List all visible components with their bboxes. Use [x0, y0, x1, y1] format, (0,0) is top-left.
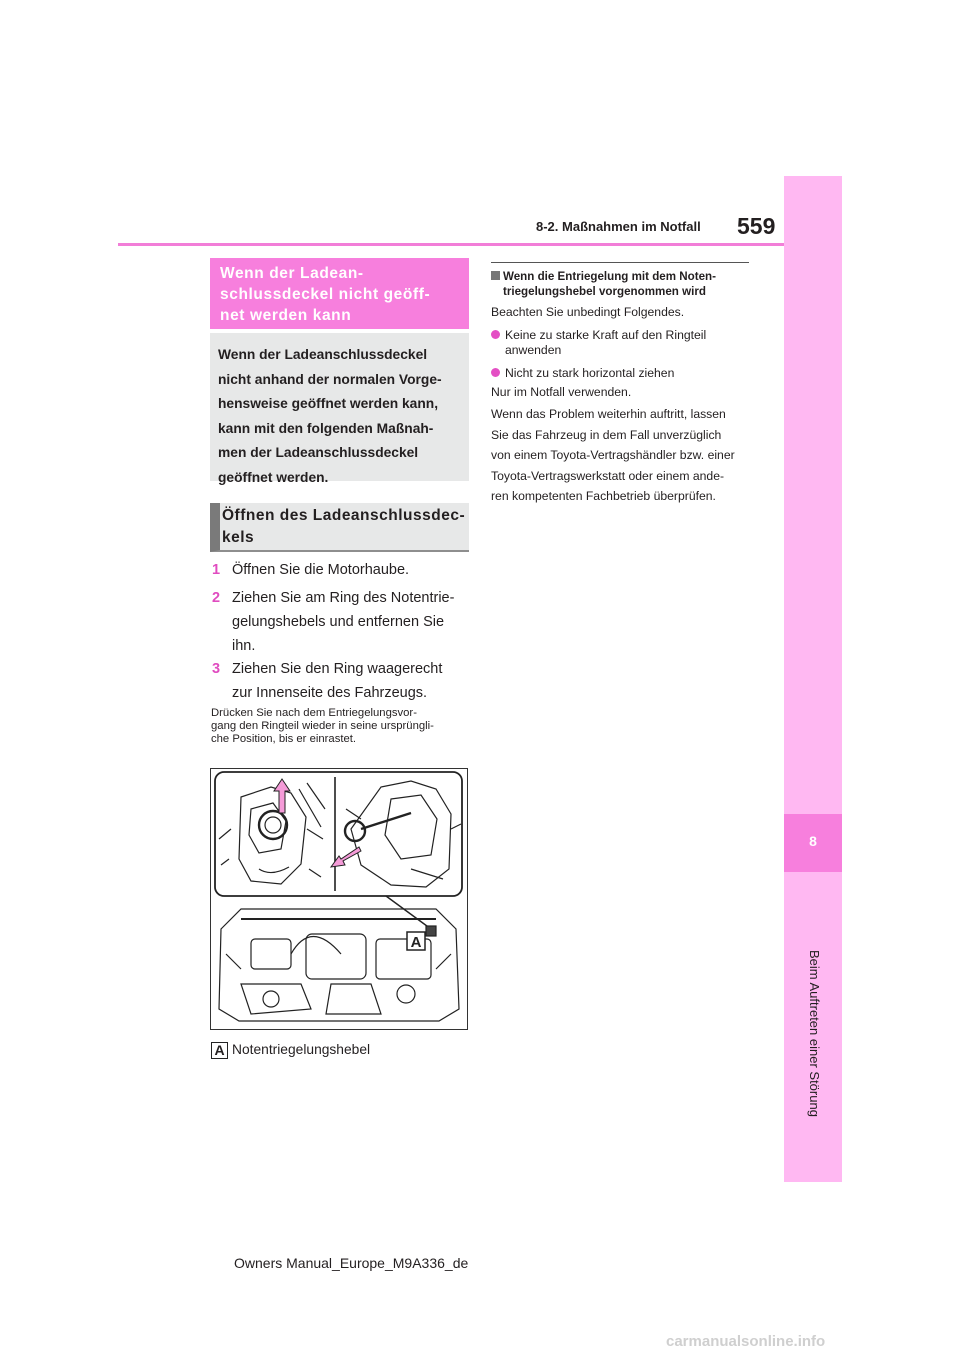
intro-line: kann mit den folgenden Maßnah-: [218, 420, 434, 436]
section-heading: [220, 263, 470, 326]
intro-line: nicht anhand der normalen Vorge-: [218, 371, 442, 387]
step-2: [211, 586, 471, 658]
watermark: carmanualsonline.info: [666, 1333, 826, 1350]
square-bullet-icon: [491, 271, 500, 280]
step-1: [211, 558, 471, 582]
after-bullet-text: Nur im Notfall verwenden.: [491, 385, 632, 399]
chapter-number: 8: [809, 833, 817, 849]
heading-line: net werden kann: [220, 307, 352, 324]
chapter-title: Beim Auftreten einer Störung: [807, 950, 822, 1117]
subheading-line: Öffnen des Ladeanschlussdec-: [222, 507, 466, 524]
header-rule: [118, 243, 784, 246]
notice-title-line: Wenn die Entriegelung mit dem Noten-: [503, 270, 716, 283]
notice-title: [491, 270, 753, 299]
paragraph-line: von einem Toyota-Vertragshändler bzw. einer: [491, 448, 735, 462]
step-number: 2: [212, 590, 221, 606]
subheading: [222, 505, 467, 549]
step-line: Ziehen Sie den Ring waagerecht: [232, 661, 443, 677]
engine-bay-drawing: [211, 769, 466, 1028]
bullet-line: anwenden: [505, 343, 562, 357]
note-line: gang den Ringteil wieder in seine ursprüngli-: [211, 720, 434, 733]
section-label: 8-2. Maßnahmen im Notfall: [536, 219, 701, 234]
engine-bay-illustration: [210, 768, 468, 1030]
notice-intro: Beachten Sie unbedingt Folgendes.: [491, 305, 685, 319]
notice-title-line: triegelungshebel vorgenommen wird: [503, 284, 706, 298]
step-line: gelungshebels und entfernen Sie: [232, 614, 445, 630]
note-line: Drücken Sie nach dem Entriegelungsvor-: [211, 707, 417, 719]
chapter-title-container: [806, 950, 822, 1117]
paragraph-line: Wenn das Problem weiterhin auftritt, lassen: [491, 407, 726, 421]
heading-line: Wenn der Ladean-: [220, 265, 364, 282]
intro-line: Wenn der Ladeanschlussdeckel: [218, 347, 428, 362]
step-line: Ziehen Sie am Ring des Notentrie-: [232, 590, 455, 606]
bullet-dot-icon: [491, 330, 500, 339]
step-3: [211, 657, 471, 705]
step-number: 1: [212, 562, 221, 578]
step-note: [211, 707, 471, 747]
intro-line: men der Ladeanschlussdeckel: [218, 445, 419, 461]
notice-paragraph: [491, 404, 753, 507]
heading-line: schlussdeckel nicht geöff-: [220, 286, 431, 303]
bullet-item: [491, 366, 753, 381]
caption-text: Notentriegelungshebel: [232, 1042, 371, 1057]
intro-line: hensweise geöffnet werden kann,: [218, 396, 439, 412]
bullet-line: Nicht zu stark horizontal ziehen: [505, 366, 675, 380]
step-line: zur Innenseite des Fahrzeugs.: [232, 685, 428, 701]
note-line: che Position, bis er einrastet.: [211, 733, 357, 746]
bullet-line: Keine zu starke Kraft auf den Ringteil: [505, 328, 707, 342]
paragraph-line: Toyota-Vertragswerkstatt oder einem ande-: [491, 468, 725, 483]
notice-rule: [491, 262, 749, 263]
step-line: Öffnen Sie die Motorhaube.: [232, 562, 410, 578]
paragraph-line: ren kompetenten Fachbetrieb überprüfen.: [491, 489, 716, 503]
caption-badge: A: [211, 1042, 228, 1059]
step-number: 3: [212, 661, 221, 677]
bullet-dot-icon: [491, 368, 500, 377]
step-line: ihn.: [232, 638, 256, 654]
intro-line: geöffnet werden.: [218, 469, 329, 485]
footer-text: Owners Manual_Europe_M9A336_de: [234, 1255, 469, 1271]
page-number: 559: [737, 213, 776, 239]
paragraph-line: Sie das Fahrzeug in dem Fall unverzüglich: [491, 427, 722, 442]
intro-text: [218, 343, 466, 491]
bullet-item: [491, 328, 753, 358]
label-a: A: [410, 934, 422, 951]
subheading-line: kels: [222, 529, 255, 546]
